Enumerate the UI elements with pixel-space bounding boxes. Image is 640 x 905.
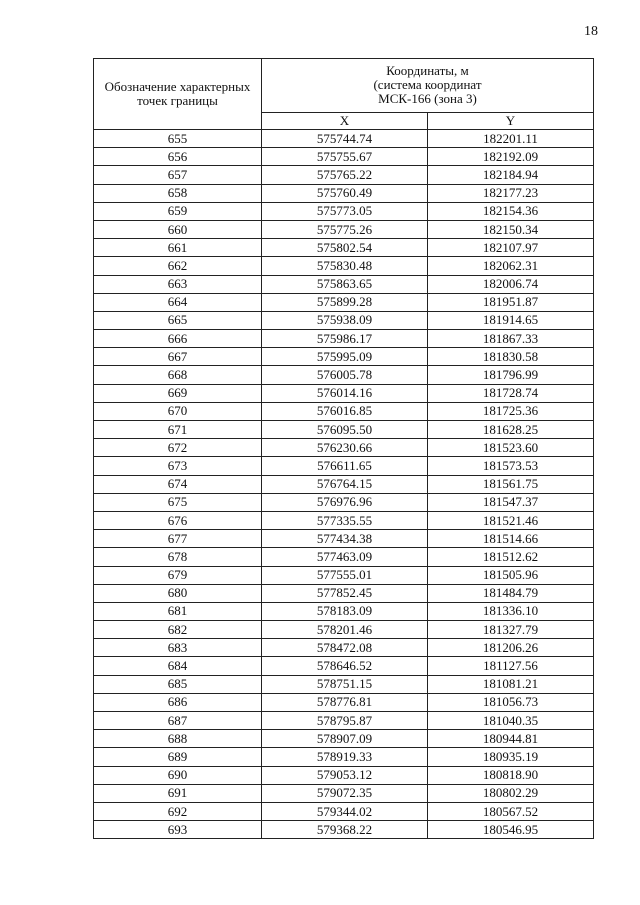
table-row: [94, 293, 594, 311]
coordinates-table: [93, 58, 594, 839]
y-coordinate-cell: 181127.56: [428, 657, 594, 675]
y-coordinate-cell: 181547.37: [428, 493, 594, 511]
y-coordinate-cell: 181728.74: [428, 384, 594, 402]
y-coordinate-cell: 182150.34: [428, 220, 594, 238]
point-cell: 691: [94, 784, 262, 802]
x-coordinate-cell: 576005.78: [262, 366, 428, 384]
y-coordinate-cell: 182201.11: [428, 130, 594, 148]
table-row: [94, 330, 594, 348]
table-row: [94, 384, 594, 402]
point-cell: 668: [94, 366, 262, 384]
table-row: [94, 675, 594, 693]
table-row: [94, 821, 594, 839]
point-cell: 676: [94, 511, 262, 529]
point-cell: 666: [94, 330, 262, 348]
y-coordinate-cell: 182184.94: [428, 166, 594, 184]
y-coordinate-cell: 181573.53: [428, 457, 594, 475]
point-cell: 660: [94, 220, 262, 238]
y-coordinate-cell: 181914.65: [428, 311, 594, 329]
table-row: [94, 730, 594, 748]
point-designation-header: Обозначение характерных точек границы: [94, 59, 262, 130]
coordinates-header-line1: Координаты, м: [386, 63, 469, 79]
y-coordinate-cell: 181725.36: [428, 402, 594, 420]
point-cell: 693: [94, 821, 262, 839]
x-coordinate-cell: 578646.52: [262, 657, 428, 675]
x-coordinate-cell: 576014.16: [262, 384, 428, 402]
x-coordinate-cell: 575765.22: [262, 166, 428, 184]
point-cell: 690: [94, 766, 262, 784]
x-coordinate-cell: 579368.22: [262, 821, 428, 839]
y-coordinate-cell: 181867.33: [428, 330, 594, 348]
y-coordinate-cell: 181206.26: [428, 639, 594, 657]
table-row: [94, 530, 594, 548]
point-cell: 680: [94, 584, 262, 602]
coordinates-header-line2: (система координат: [373, 77, 482, 93]
table-row: [94, 348, 594, 366]
table-row: [94, 802, 594, 820]
y-coordinate-cell: 180567.52: [428, 802, 594, 820]
table-row: [94, 457, 594, 475]
x-coordinate-cell: 579053.12: [262, 766, 428, 784]
x-coordinate-cell: 576976.96: [262, 493, 428, 511]
table-row: [94, 639, 594, 657]
x-coordinate-cell: 578776.81: [262, 693, 428, 711]
y-coordinate-cell: 181512.62: [428, 548, 594, 566]
point-cell: 687: [94, 712, 262, 730]
table-row: [94, 275, 594, 293]
table-row: [94, 130, 594, 148]
x-coordinate-cell: 578751.15: [262, 675, 428, 693]
x-coordinate-cell: 578907.09: [262, 730, 428, 748]
table-row: [94, 566, 594, 584]
table-row: [94, 766, 594, 784]
point-cell: 664: [94, 293, 262, 311]
y-coordinate-cell: 180546.95: [428, 821, 594, 839]
table-row: [94, 784, 594, 802]
table-row: [94, 748, 594, 766]
point-cell: 684: [94, 657, 262, 675]
point-cell: 675: [94, 493, 262, 511]
y-coordinate-cell: 180818.90: [428, 766, 594, 784]
y-coordinate-cell: 181628.25: [428, 421, 594, 439]
table-row: [94, 239, 594, 257]
point-cell: 659: [94, 202, 262, 220]
table-row: [94, 493, 594, 511]
x-coordinate-cell: 575830.48: [262, 257, 428, 275]
table-row: [94, 402, 594, 420]
point-cell: 670: [94, 402, 262, 420]
coordinates-header-line3: МСК-166 (зона 3): [378, 91, 477, 107]
y-coordinate-cell: 181040.35: [428, 712, 594, 730]
table-row: [94, 693, 594, 711]
x-coordinate-cell: 575802.54: [262, 239, 428, 257]
point-cell: 674: [94, 475, 262, 493]
y-coordinate-cell: 181327.79: [428, 621, 594, 639]
point-cell: 689: [94, 748, 262, 766]
point-cell: 678: [94, 548, 262, 566]
table-row: [94, 220, 594, 238]
y-coordinate-cell: 182192.09: [428, 148, 594, 166]
x-coordinate-cell: 578201.46: [262, 621, 428, 639]
y-coordinate-cell: 181514.66: [428, 530, 594, 548]
table-row: [94, 366, 594, 384]
point-cell: 673: [94, 457, 262, 475]
point-cell: 679: [94, 566, 262, 584]
table-row: [94, 166, 594, 184]
table-row: [94, 202, 594, 220]
x-coordinate-cell: 577434.38: [262, 530, 428, 548]
point-cell: 672: [94, 439, 262, 457]
table-row: [94, 712, 594, 730]
point-cell: 681: [94, 602, 262, 620]
point-cell: 665: [94, 311, 262, 329]
x-coordinate-cell: 577335.55: [262, 511, 428, 529]
x-coordinate-cell: 576611.65: [262, 457, 428, 475]
point-cell: 667: [94, 348, 262, 366]
x-coordinate-cell: 577852.45: [262, 584, 428, 602]
table-row: [94, 311, 594, 329]
x-coordinate-cell: 576764.15: [262, 475, 428, 493]
table-row: [94, 621, 594, 639]
y-coordinate-cell: 181951.87: [428, 293, 594, 311]
table-row: [94, 421, 594, 439]
x-coordinate-cell: 575899.28: [262, 293, 428, 311]
y-coordinate-cell: 182154.36: [428, 202, 594, 220]
y-coordinate-cell: 181336.10: [428, 602, 594, 620]
table-row: [94, 257, 594, 275]
table-row: [94, 511, 594, 529]
point-cell: 692: [94, 802, 262, 820]
y-coordinate-cell: 181056.73: [428, 693, 594, 711]
point-cell: 656: [94, 148, 262, 166]
x-coordinate-cell: 578919.33: [262, 748, 428, 766]
x-coordinate-cell: 575773.05: [262, 202, 428, 220]
y-coordinate-cell: 182177.23: [428, 184, 594, 202]
y-coordinate-cell: 182107.97: [428, 239, 594, 257]
x-coordinate-cell: 576230.66: [262, 439, 428, 457]
point-cell: 657: [94, 166, 262, 184]
table-row: [94, 548, 594, 566]
point-cell: 682: [94, 621, 262, 639]
table-row: [94, 657, 594, 675]
y-coordinate-cell: 181505.96: [428, 566, 594, 584]
x-coordinate-cell: 577463.09: [262, 548, 428, 566]
y-coordinate-cell: 181521.46: [428, 511, 594, 529]
x-coordinate-cell: 575863.65: [262, 275, 428, 293]
x-coordinate-cell: 575760.49: [262, 184, 428, 202]
y-coordinate-cell: 180802.29: [428, 784, 594, 802]
x-coordinate-cell: 575938.09: [262, 311, 428, 329]
y-coordinate-cell: 182006.74: [428, 275, 594, 293]
y-coordinate-cell: 181796.99: [428, 366, 594, 384]
y-coordinate-cell: 181484.79: [428, 584, 594, 602]
x-coordinate-cell: 578472.08: [262, 639, 428, 657]
x-coordinate-cell: 575744.74: [262, 130, 428, 148]
y-coordinate-cell: 180935.19: [428, 748, 594, 766]
table-row: [94, 584, 594, 602]
table-row: [94, 439, 594, 457]
y-coordinate-cell: 181081.21: [428, 675, 594, 693]
y-coordinate-cell: 182062.31: [428, 257, 594, 275]
x-coordinate-cell: 579344.02: [262, 802, 428, 820]
y-coordinate-cell: 180944.81: [428, 730, 594, 748]
x-coordinate-cell: 575775.26: [262, 220, 428, 238]
point-cell: 671: [94, 421, 262, 439]
x-coordinate-cell: 578795.87: [262, 712, 428, 730]
x-coordinate-cell: 579072.35: [262, 784, 428, 802]
x-coordinate-cell: 575986.17: [262, 330, 428, 348]
table-row: [94, 602, 594, 620]
x-coordinate-cell: 576095.50: [262, 421, 428, 439]
y-coordinate-cell: 181523.60: [428, 439, 594, 457]
point-cell: 658: [94, 184, 262, 202]
x-coordinate-cell: 576016.85: [262, 402, 428, 420]
point-cell: 683: [94, 639, 262, 657]
point-cell: 663: [94, 275, 262, 293]
table-row: [94, 184, 594, 202]
y-column-header: Y: [428, 112, 594, 129]
point-cell: 677: [94, 530, 262, 548]
coordinates-header: [262, 59, 594, 113]
point-cell: 688: [94, 730, 262, 748]
point-cell: 655: [94, 130, 262, 148]
x-coordinate-cell: 577555.01: [262, 566, 428, 584]
point-cell: 686: [94, 693, 262, 711]
point-cell: 669: [94, 384, 262, 402]
y-coordinate-cell: 181830.58: [428, 348, 594, 366]
x-column-header: X: [262, 112, 428, 129]
x-coordinate-cell: 575755.67: [262, 148, 428, 166]
table-row: [94, 475, 594, 493]
x-coordinate-cell: 575995.09: [262, 348, 428, 366]
point-cell: 661: [94, 239, 262, 257]
y-coordinate-cell: 181561.75: [428, 475, 594, 493]
point-cell: 685: [94, 675, 262, 693]
page-number: 18: [584, 24, 598, 39]
table-row: [94, 148, 594, 166]
x-coordinate-cell: 578183.09: [262, 602, 428, 620]
point-cell: 662: [94, 257, 262, 275]
